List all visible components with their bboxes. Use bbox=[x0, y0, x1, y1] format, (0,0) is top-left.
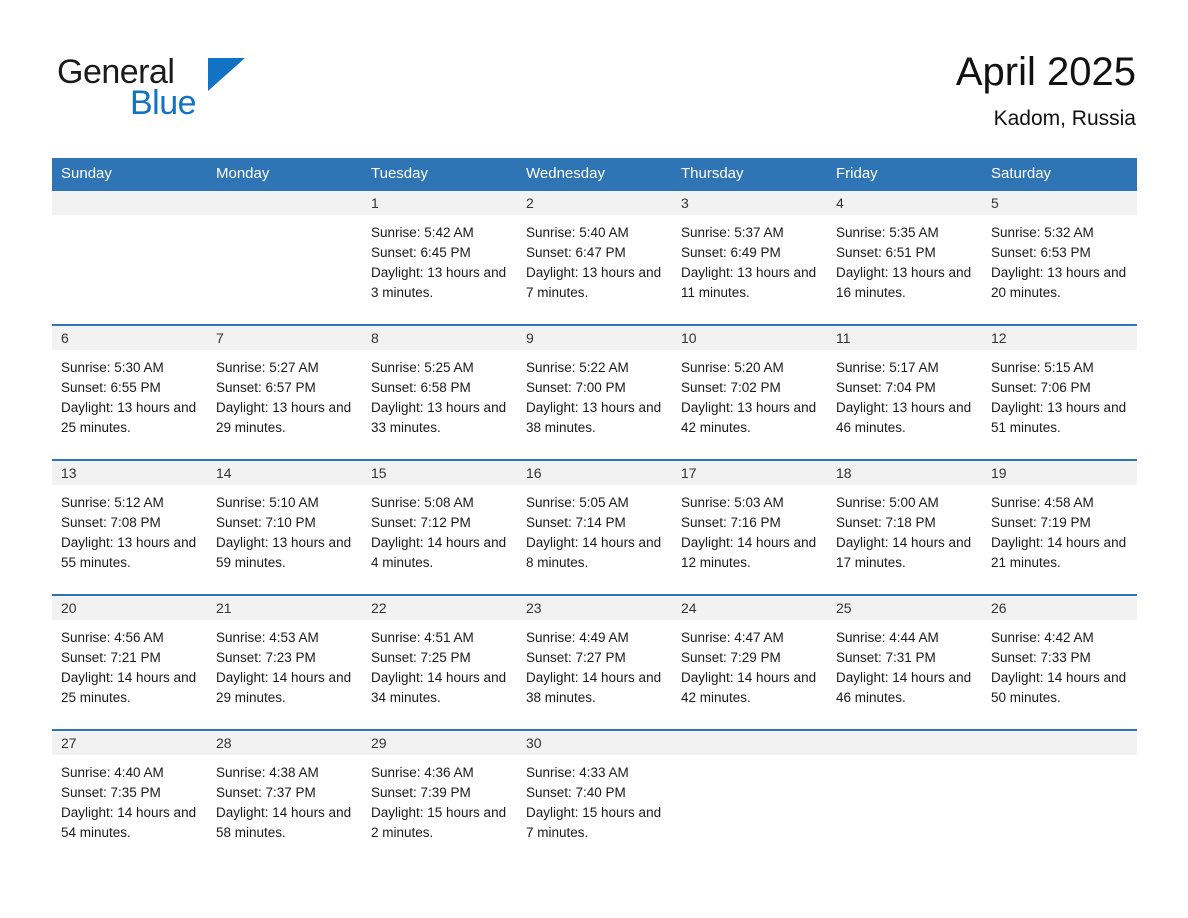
sunrise-text: Sunrise: 5:05 AM bbox=[526, 495, 629, 510]
calendar-head bbox=[52, 158, 1137, 189]
day-cell-inner bbox=[517, 594, 672, 729]
calendar-day-cell[interactable] bbox=[517, 459, 672, 594]
calendar-day-cell[interactable] bbox=[207, 594, 362, 729]
daylight-text: Daylight: 15 hours and 2 minutes. bbox=[371, 805, 507, 840]
day-details bbox=[207, 350, 362, 438]
calendar-day-cell[interactable] bbox=[827, 189, 982, 324]
calendar-day-cell[interactable] bbox=[362, 594, 517, 729]
weekday-header-monday: Monday bbox=[207, 158, 362, 189]
sunrise-text: Sunrise: 5:25 AM bbox=[371, 360, 474, 375]
sunset-text: Sunset: 6:53 PM bbox=[991, 245, 1091, 260]
daylight-text: Daylight: 14 hours and 4 minutes. bbox=[371, 535, 507, 570]
calendar-day-cell[interactable] bbox=[207, 729, 362, 864]
day-number bbox=[982, 729, 1137, 755]
daylight-text: Daylight: 13 hours and 3 minutes. bbox=[371, 265, 507, 300]
day-details bbox=[52, 485, 207, 573]
sunrise-text: Sunrise: 5:40 AM bbox=[526, 225, 629, 240]
sunrise-text: Sunrise: 4:33 AM bbox=[526, 765, 629, 780]
sunrise-text: Sunrise: 5:27 AM bbox=[216, 360, 319, 375]
calendar-week-row bbox=[52, 594, 1137, 729]
sunrise-text: Sunrise: 4:40 AM bbox=[61, 765, 164, 780]
day-details bbox=[207, 485, 362, 573]
calendar-day-cell[interactable] bbox=[827, 324, 982, 459]
calendar-empty-cell bbox=[52, 189, 207, 324]
calendar-week-row bbox=[52, 459, 1137, 594]
calendar-week-row bbox=[52, 729, 1137, 864]
day-number: 21 bbox=[207, 594, 362, 620]
calendar-day-cell[interactable] bbox=[517, 189, 672, 324]
calendar-week-row bbox=[52, 324, 1137, 459]
day-cell-inner bbox=[52, 324, 207, 459]
daylight-text: Daylight: 13 hours and 55 minutes. bbox=[61, 535, 197, 570]
daylight-text: Daylight: 13 hours and 29 minutes. bbox=[216, 400, 352, 435]
calendar-day-cell[interactable] bbox=[982, 459, 1137, 594]
day-cell-inner bbox=[52, 459, 207, 594]
day-number: 3 bbox=[672, 189, 827, 215]
sunset-text: Sunset: 7:18 PM bbox=[836, 515, 936, 530]
sunrise-text: Sunrise: 5:08 AM bbox=[371, 495, 474, 510]
calendar-body bbox=[52, 189, 1137, 864]
calendar-day-cell[interactable] bbox=[672, 324, 827, 459]
daylight-text: Daylight: 13 hours and 16 minutes. bbox=[836, 265, 972, 300]
sunset-text: Sunset: 7:14 PM bbox=[526, 515, 626, 530]
day-cell-inner bbox=[517, 729, 672, 864]
day-details bbox=[362, 620, 517, 708]
day-details bbox=[672, 620, 827, 708]
day-details bbox=[362, 215, 517, 303]
day-number: 27 bbox=[52, 729, 207, 755]
day-cell-inner bbox=[362, 459, 517, 594]
day-details bbox=[672, 485, 827, 573]
day-number: 19 bbox=[982, 459, 1137, 485]
day-cell-inner bbox=[362, 189, 517, 324]
sunrise-text: Sunrise: 4:36 AM bbox=[371, 765, 474, 780]
daylight-text: Daylight: 14 hours and 54 minutes. bbox=[61, 805, 197, 840]
title-block bbox=[956, 48, 1136, 134]
sunrise-text: Sunrise: 4:56 AM bbox=[61, 630, 164, 645]
sunset-text: Sunset: 7:39 PM bbox=[371, 785, 471, 800]
weekday-header-row bbox=[52, 158, 1137, 189]
sunrise-text: Sunrise: 5:32 AM bbox=[991, 225, 1094, 240]
day-cell-inner bbox=[207, 459, 362, 594]
day-details bbox=[672, 215, 827, 303]
day-details bbox=[827, 485, 982, 573]
calendar-day-cell[interactable] bbox=[517, 594, 672, 729]
day-details bbox=[827, 620, 982, 708]
day-number: 30 bbox=[517, 729, 672, 755]
day-number: 8 bbox=[362, 324, 517, 350]
day-number: 11 bbox=[827, 324, 982, 350]
sunset-text: Sunset: 6:58 PM bbox=[371, 380, 471, 395]
page-header bbox=[0, 0, 1188, 130]
daylight-text: Daylight: 13 hours and 46 minutes. bbox=[836, 400, 972, 435]
sunrise-text: Sunrise: 5:22 AM bbox=[526, 360, 629, 375]
weekday-header-wednesday: Wednesday bbox=[517, 158, 672, 189]
day-number bbox=[52, 189, 207, 215]
sunrise-text: Sunrise: 5:00 AM bbox=[836, 495, 939, 510]
daylight-text: Daylight: 13 hours and 33 minutes. bbox=[371, 400, 507, 435]
day-cell-inner bbox=[517, 189, 672, 324]
day-cell-inner bbox=[207, 594, 362, 729]
daylight-text: Daylight: 14 hours and 17 minutes. bbox=[836, 535, 972, 570]
day-number: 22 bbox=[362, 594, 517, 620]
daylight-text: Daylight: 14 hours and 21 minutes. bbox=[991, 535, 1127, 570]
logo-text-blue: Blue bbox=[130, 84, 197, 122]
sunrise-text: Sunrise: 5:30 AM bbox=[61, 360, 164, 375]
weekday-header-friday: Friday bbox=[827, 158, 982, 189]
sunrise-text: Sunrise: 4:38 AM bbox=[216, 765, 319, 780]
day-number: 1 bbox=[362, 189, 517, 215]
day-cell-inner bbox=[362, 594, 517, 729]
daylight-text: Daylight: 14 hours and 46 minutes. bbox=[836, 670, 972, 705]
day-number: 23 bbox=[517, 594, 672, 620]
day-cell-inner bbox=[672, 729, 827, 864]
day-number: 14 bbox=[207, 459, 362, 485]
daylight-text: Daylight: 14 hours and 29 minutes. bbox=[216, 670, 352, 705]
sunset-text: Sunset: 7:16 PM bbox=[681, 515, 781, 530]
sunset-text: Sunset: 7:06 PM bbox=[991, 380, 1091, 395]
day-details bbox=[362, 485, 517, 573]
sunset-text: Sunset: 6:55 PM bbox=[61, 380, 161, 395]
day-details bbox=[52, 620, 207, 708]
day-cell-inner bbox=[982, 459, 1137, 594]
day-details bbox=[672, 350, 827, 438]
sunset-text: Sunset: 7:37 PM bbox=[216, 785, 316, 800]
calendar-day-cell[interactable] bbox=[362, 459, 517, 594]
sunrise-text: Sunrise: 5:17 AM bbox=[836, 360, 939, 375]
calendar-day-cell[interactable] bbox=[672, 459, 827, 594]
sunset-text: Sunset: 7:12 PM bbox=[371, 515, 471, 530]
daylight-text: Daylight: 13 hours and 51 minutes. bbox=[991, 400, 1127, 435]
daylight-text: Daylight: 14 hours and 25 minutes. bbox=[61, 670, 197, 705]
calendar-day-cell[interactable] bbox=[982, 594, 1137, 729]
day-number: 10 bbox=[672, 324, 827, 350]
day-cell-inner bbox=[672, 594, 827, 729]
daylight-text: Daylight: 13 hours and 25 minutes. bbox=[61, 400, 197, 435]
daylight-text: Daylight: 13 hours and 7 minutes. bbox=[526, 265, 662, 300]
calendar-day-cell[interactable] bbox=[52, 459, 207, 594]
day-cell-inner bbox=[207, 324, 362, 459]
daylight-text: Daylight: 15 hours and 7 minutes. bbox=[526, 805, 662, 840]
sunset-text: Sunset: 7:35 PM bbox=[61, 785, 161, 800]
calendar-table bbox=[52, 158, 1137, 864]
day-details bbox=[517, 485, 672, 573]
sunset-text: Sunset: 6:51 PM bbox=[836, 245, 936, 260]
sunset-text: Sunset: 7:21 PM bbox=[61, 650, 161, 665]
day-details bbox=[827, 350, 982, 438]
day-number: 24 bbox=[672, 594, 827, 620]
day-details bbox=[517, 350, 672, 438]
day-number bbox=[827, 729, 982, 755]
sunset-text: Sunset: 7:33 PM bbox=[991, 650, 1091, 665]
day-details bbox=[52, 350, 207, 438]
day-cell-inner bbox=[982, 594, 1137, 729]
day-cell-inner bbox=[827, 594, 982, 729]
day-details bbox=[362, 350, 517, 438]
day-cell-inner bbox=[52, 594, 207, 729]
sunset-text: Sunset: 7:10 PM bbox=[216, 515, 316, 530]
day-cell-inner bbox=[982, 189, 1137, 324]
day-number: 15 bbox=[362, 459, 517, 485]
day-number: 16 bbox=[517, 459, 672, 485]
day-number: 17 bbox=[672, 459, 827, 485]
calendar-empty-cell bbox=[207, 189, 362, 324]
day-cell-inner bbox=[517, 324, 672, 459]
day-number: 9 bbox=[517, 324, 672, 350]
day-details bbox=[982, 215, 1137, 303]
sunset-text: Sunset: 6:45 PM bbox=[371, 245, 471, 260]
day-cell-inner bbox=[52, 729, 207, 864]
day-number: 2 bbox=[517, 189, 672, 215]
sunrise-text: Sunrise: 4:44 AM bbox=[836, 630, 939, 645]
calendar-day-cell[interactable] bbox=[52, 729, 207, 864]
generalblue-logo bbox=[57, 52, 297, 122]
daylight-text: Daylight: 14 hours and 34 minutes. bbox=[371, 670, 507, 705]
day-details bbox=[982, 620, 1137, 708]
calendar-day-cell[interactable] bbox=[362, 189, 517, 324]
day-details bbox=[517, 755, 672, 843]
day-cell-inner bbox=[517, 459, 672, 594]
day-cell-inner bbox=[52, 189, 207, 324]
logo-text-general: General bbox=[57, 53, 175, 91]
day-cell-inner bbox=[827, 729, 982, 864]
sunset-text: Sunset: 7:08 PM bbox=[61, 515, 161, 530]
calendar-empty-cell bbox=[982, 729, 1137, 864]
day-number: 18 bbox=[827, 459, 982, 485]
sunrise-text: Sunrise: 5:15 AM bbox=[991, 360, 1094, 375]
sunrise-text: Sunrise: 4:51 AM bbox=[371, 630, 474, 645]
sunrise-text: Sunrise: 5:37 AM bbox=[681, 225, 784, 240]
daylight-text: Daylight: 14 hours and 58 minutes. bbox=[216, 805, 352, 840]
day-number: 20 bbox=[52, 594, 207, 620]
calendar-day-cell[interactable] bbox=[517, 729, 672, 864]
day-cell-inner bbox=[672, 189, 827, 324]
weekday-header-tuesday: Tuesday bbox=[362, 158, 517, 189]
calendar-empty-cell bbox=[672, 729, 827, 864]
day-details bbox=[982, 350, 1137, 438]
daylight-text: Daylight: 14 hours and 8 minutes. bbox=[526, 535, 662, 570]
calendar-day-cell[interactable] bbox=[672, 189, 827, 324]
sunrise-text: Sunrise: 4:49 AM bbox=[526, 630, 629, 645]
day-number: 6 bbox=[52, 324, 207, 350]
sunrise-text: Sunrise: 5:12 AM bbox=[61, 495, 164, 510]
calendar-day-cell[interactable] bbox=[362, 324, 517, 459]
calendar-day-cell[interactable] bbox=[982, 324, 1137, 459]
calendar-day-cell[interactable] bbox=[982, 189, 1137, 324]
daylight-text: Daylight: 14 hours and 38 minutes. bbox=[526, 670, 662, 705]
calendar-day-cell[interactable] bbox=[207, 459, 362, 594]
sunset-text: Sunset: 7:23 PM bbox=[216, 650, 316, 665]
calendar-day-cell[interactable] bbox=[827, 594, 982, 729]
day-details bbox=[52, 755, 207, 843]
sunset-text: Sunset: 6:49 PM bbox=[681, 245, 781, 260]
daylight-text: Daylight: 14 hours and 42 minutes. bbox=[681, 670, 817, 705]
day-cell-inner bbox=[207, 189, 362, 324]
weekday-header-thursday: Thursday bbox=[672, 158, 827, 189]
daylight-text: Daylight: 13 hours and 38 minutes. bbox=[526, 400, 662, 435]
sunrise-text: Sunrise: 5:10 AM bbox=[216, 495, 319, 510]
location-subtitle: Kadom, Russia bbox=[993, 107, 1136, 130]
day-details bbox=[982, 485, 1137, 573]
day-details bbox=[517, 215, 672, 303]
day-cell-inner bbox=[827, 189, 982, 324]
sunset-text: Sunset: 7:25 PM bbox=[371, 650, 471, 665]
calendar-day-cell[interactable] bbox=[362, 729, 517, 864]
calendar-day-cell[interactable] bbox=[827, 459, 982, 594]
calendar-empty-cell bbox=[827, 729, 982, 864]
day-number bbox=[207, 189, 362, 215]
day-number: 4 bbox=[827, 189, 982, 215]
day-cell-inner bbox=[982, 324, 1137, 459]
day-details bbox=[827, 215, 982, 303]
sunset-text: Sunset: 7:04 PM bbox=[836, 380, 936, 395]
daylight-text: Daylight: 14 hours and 50 minutes. bbox=[991, 670, 1127, 705]
day-number bbox=[672, 729, 827, 755]
sunrise-text: Sunrise: 4:42 AM bbox=[991, 630, 1094, 645]
logo-triangle-icon bbox=[208, 58, 245, 91]
sunset-text: Sunset: 7:29 PM bbox=[681, 650, 781, 665]
day-number: 12 bbox=[982, 324, 1137, 350]
sunset-text: Sunset: 7:27 PM bbox=[526, 650, 626, 665]
sunset-text: Sunset: 6:57 PM bbox=[216, 380, 316, 395]
sunrise-text: Sunrise: 5:35 AM bbox=[836, 225, 939, 240]
day-number: 5 bbox=[982, 189, 1137, 215]
sunrise-text: Sunrise: 5:42 AM bbox=[371, 225, 474, 240]
calendar-day-cell[interactable] bbox=[517, 324, 672, 459]
weekday-header-saturday: Saturday bbox=[982, 158, 1137, 189]
sunset-text: Sunset: 7:02 PM bbox=[681, 380, 781, 395]
day-cell-inner bbox=[362, 729, 517, 864]
day-number: 25 bbox=[827, 594, 982, 620]
weekday-header-sunday: Sunday bbox=[52, 158, 207, 189]
sunset-text: Sunset: 7:19 PM bbox=[991, 515, 1091, 530]
day-cell-inner bbox=[827, 324, 982, 459]
day-cell-inner bbox=[672, 459, 827, 594]
calendar-day-cell[interactable] bbox=[672, 594, 827, 729]
sunrise-text: Sunrise: 4:58 AM bbox=[991, 495, 1094, 510]
sunset-text: Sunset: 7:31 PM bbox=[836, 650, 936, 665]
sunrise-text: Sunrise: 5:20 AM bbox=[681, 360, 784, 375]
day-cell-inner bbox=[982, 729, 1137, 864]
calendar-day-cell[interactable] bbox=[52, 324, 207, 459]
day-cell-inner bbox=[672, 324, 827, 459]
day-cell-inner bbox=[827, 459, 982, 594]
sunset-text: Sunset: 7:00 PM bbox=[526, 380, 626, 395]
sunrise-text: Sunrise: 5:03 AM bbox=[681, 495, 784, 510]
daylight-text: Daylight: 13 hours and 42 minutes. bbox=[681, 400, 817, 435]
daylight-text: Daylight: 14 hours and 12 minutes. bbox=[681, 535, 817, 570]
sunset-text: Sunset: 7:40 PM bbox=[526, 785, 626, 800]
day-details bbox=[517, 620, 672, 708]
day-number: 28 bbox=[207, 729, 362, 755]
day-cell-inner bbox=[207, 729, 362, 864]
calendar-week-row bbox=[52, 189, 1137, 324]
daylight-text: Daylight: 13 hours and 11 minutes. bbox=[681, 265, 817, 300]
calendar-day-cell[interactable] bbox=[207, 324, 362, 459]
day-details bbox=[362, 755, 517, 843]
daylight-text: Daylight: 13 hours and 59 minutes. bbox=[216, 535, 352, 570]
page-title: April 2025 bbox=[955, 50, 1136, 94]
day-cell-inner bbox=[362, 324, 517, 459]
day-details bbox=[207, 620, 362, 708]
sunrise-text: Sunrise: 4:53 AM bbox=[216, 630, 319, 645]
day-number: 29 bbox=[362, 729, 517, 755]
day-number: 26 bbox=[982, 594, 1137, 620]
sunset-text: Sunset: 6:47 PM bbox=[526, 245, 626, 260]
day-number: 7 bbox=[207, 324, 362, 350]
calendar-day-cell[interactable] bbox=[52, 594, 207, 729]
daylight-text: Daylight: 13 hours and 20 minutes. bbox=[991, 265, 1127, 300]
day-details bbox=[207, 755, 362, 843]
sunrise-text: Sunrise: 4:47 AM bbox=[681, 630, 784, 645]
day-number: 13 bbox=[52, 459, 207, 485]
